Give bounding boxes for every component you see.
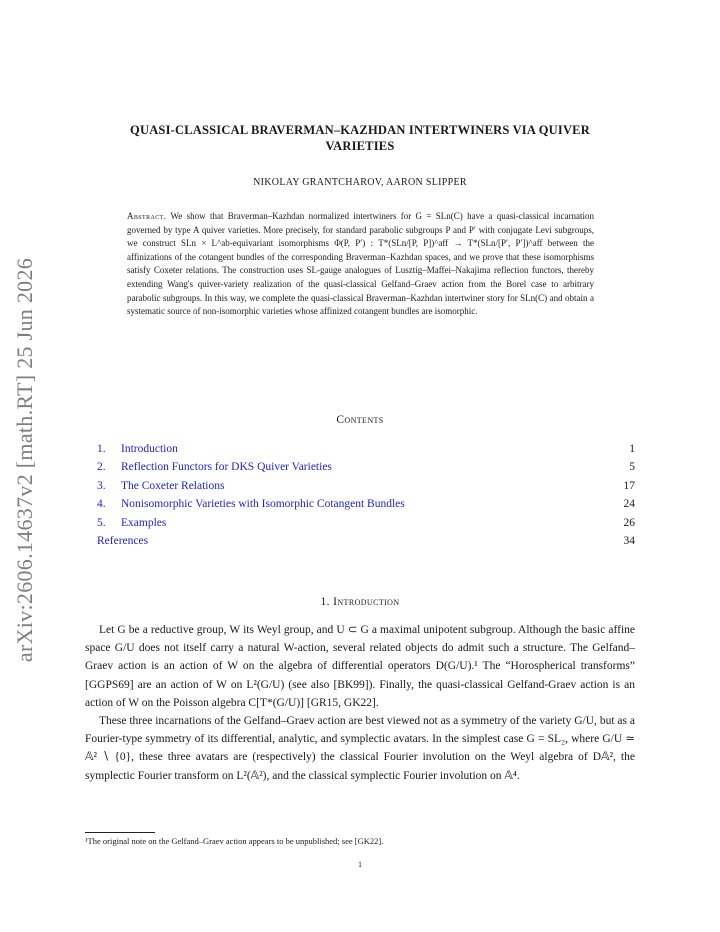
toc-entry-page: 1 (629, 443, 635, 455)
toc-entry-label[interactable]: 2. Reflection Functors for DKS Quiver Varieties (97, 461, 332, 474)
abstract (127, 210, 594, 319)
paper-authors: NIKOLAY GRANTCHAROV, AARON SLIPPER (253, 177, 467, 188)
arxiv-sidebar-id: arXiv:2606.14637v2 [math.RT] 25 Jun 2026 (12, 257, 37, 663)
table-of-contents (97, 440, 635, 550)
paragraph: These three incarnations of the Gelfand–Graev action are best viewed not as a symmetry of the variety G/U, but as a Fourier-type symmetry of its differential, analytic, and symplectic avatars. In the simplest case G = SL₂, where G/U ≃ 𝔸² ∖ {0}, these three avatars are (respectively) the classical Fourier involution on the Weyl algebra of D𝔸², the symplectic Fourier transform on L²(𝔸²), and the classical symplectic Fourier involution on 𝔸⁴. (85, 715, 635, 782)
abstract-text: We show that Braverman–Kazhdan normalized intertwiners for G = SLn(C) have a quasi-classical incarnation governed by type A quiver varieties. More precisely, for standard parabolic subgroups P and P′ with conjugate Levi subgroups, we construct SLn × L^ab-equivariant isomorphisms Φ(P, P′) : T*(SLn/[P, P])^aff → T*(SLn/[P′, P′])^aff between the affinizations of the cotangent bundles of the corresponding Braverman–Kazhdan spaces, and we prove that these isomorphisms satisfy Coxeter relations. The construction uses SL-gauge analogues of Lusztig–Maffei–Nakajima reflection functors, thereby extending Wang's quiver-variety realization of the quasi-classical Gelfand–Graev action from the Borel case to arbitrary parabolic subgroups. In this way, we complete the quasi-classical Braverman–Kazhdan intertwiner story for SLn(C) and obtain a systematic source of non-isomorphic varieties whose affinized cotangent bundles are isomorphic. (127, 211, 594, 317)
footnote-rule (85, 832, 155, 833)
contents-heading: Contents (336, 414, 384, 426)
body-text (85, 621, 635, 785)
toc-entry-label[interactable]: References (97, 534, 149, 547)
footnote: ¹The original note on the Gelfand–Graev action appears to be unpublished; see [GK22]. (85, 836, 384, 846)
toc-entry-page: 34 (623, 534, 635, 547)
toc-entry-page: 17 (623, 479, 635, 492)
toc-entry-label[interactable]: 5. Examples (97, 516, 167, 529)
toc-entry[interactable] (97, 514, 635, 532)
paper-title: QUASI-CLASSICAL BRAVERMAN–KAZHDAN INTERTWINERS VIA QUIVER VARIETIES (130, 123, 590, 153)
abstract-label: Abstract. (127, 211, 167, 221)
toc-entry[interactable] (97, 495, 635, 513)
toc-entry[interactable] (97, 532, 635, 550)
page-number: 1 (358, 860, 362, 869)
toc-entry-page: 26 (623, 516, 635, 529)
toc-entry[interactable] (97, 440, 635, 458)
toc-entry-page: 5 (629, 461, 635, 474)
toc-entry-label[interactable]: 3. The Coxeter Relations (97, 479, 225, 492)
section-heading: 1. Introduction (320, 596, 400, 608)
toc-entry-page: 24 (623, 498, 635, 511)
toc-entry[interactable] (97, 458, 635, 476)
toc-entry[interactable] (97, 477, 635, 495)
paragraph: Let G be a reductive group, W its Weyl group, and U ⊂ G a maximal unipotent subgroup. Although the basic affine space G/U does not itself carry a natural W-action, several related objects do admit such a structure. The Gelfand–Graev action is an action of W on the algebra of differential operators D(G/U).¹ The “Horospherical transforms” [GGPS69] are an action of W on L²(G/U) (see also [BK99]). Finally, the quasi-classical Gelfand-Graev action is an action of W on the Poisson algebra C[T*(G/U)] [GR15, GK22]. (85, 624, 635, 709)
toc-entry-label[interactable]: 4. Nonisomorphic Varieties with Isomorphic Cotangent Bundles (97, 498, 405, 511)
toc-entry-label[interactable]: 1. Introduction (97, 443, 178, 455)
